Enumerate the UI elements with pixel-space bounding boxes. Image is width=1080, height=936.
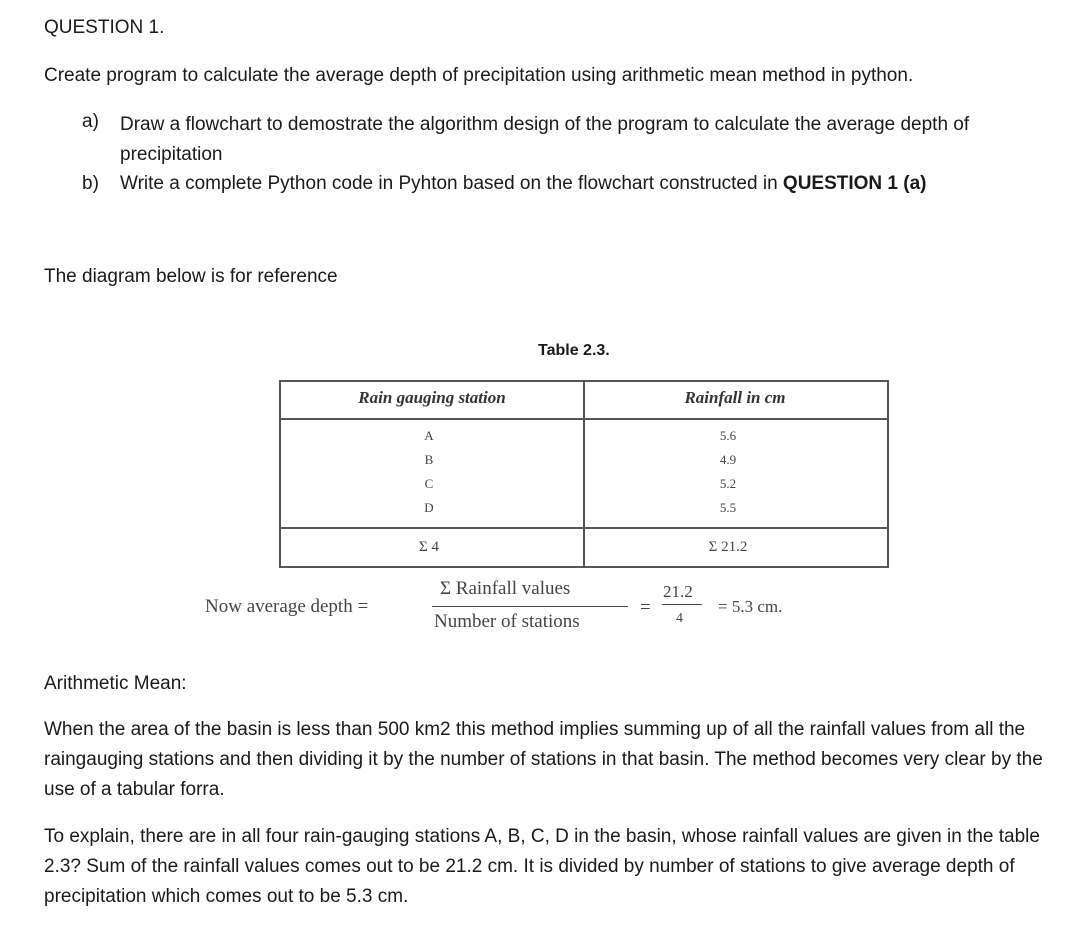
rainfall-column [583, 424, 873, 520]
fraction-bar [662, 604, 702, 605]
formula-equals: = [640, 597, 651, 618]
station-cell: C [424, 476, 434, 491]
question-title: QUESTION 1. [44, 17, 165, 38]
formula-lhs: Now average depth = [205, 596, 369, 617]
paragraph: To explain, there are in all four rain-gauging stations A, B, C, D in the basin, whose rainfall values are given in the table 2.3? Sum of the rainfall values comes out to be 21.2 cm. It is divided by number of stations to give average depth of precipitation which comes out to be 5.3 cm. [44, 826, 1040, 907]
rainfall-table [279, 380, 889, 568]
item-b-text [120, 172, 927, 196]
question-intro: Create program to calculate the average depth of precipitation using arithmetic mean method in python. [44, 65, 914, 86]
sum-rainfall: Σ 21.2 [708, 539, 748, 555]
header-station: Rain gauging station [358, 388, 506, 407]
station-column [281, 424, 577, 520]
formula-numerator-value: 21.2 [663, 582, 693, 601]
reference-note: The diagram below is for reference [44, 266, 338, 287]
item-b-text-plain: Write a complete Python code in Pyhton based on the flowchart constructed in [120, 173, 783, 194]
formula-denominator-value: 4 [676, 611, 683, 626]
header-rainfall: Rainfall in cm [684, 388, 786, 407]
rainfall-cell: 5.5 [719, 500, 737, 515]
formula-numerator: Σ Rainfall values [440, 578, 571, 599]
sum-station: Σ 4 [419, 539, 439, 555]
item-a-marker: a) [82, 111, 99, 132]
table-caption: Table 2.3. [538, 342, 610, 359]
formula-denominator: Number of stations [434, 611, 580, 632]
rainfall-cell: 5.2 [719, 476, 737, 491]
rainfall-cell: 5.6 [719, 428, 737, 443]
paragraph: When the area of the basin is less than 500 km2 this method implies summing up of all the rainfall values from all the raingauging stations and then dividing it by the number of stations in that basin. The method becomes very clear by the use of a tabular forra. [44, 719, 1043, 800]
arithmetic-mean-title: Arithmetic Mean: [44, 673, 187, 694]
station-cell: B [424, 452, 434, 467]
rainfall-cell: 4.9 [719, 452, 737, 467]
formula-result: = 5.3 cm. [718, 597, 783, 616]
item-b-text-bold: QUESTION 1 (a) [782, 173, 927, 194]
station-cell: A [424, 428, 434, 443]
station-cell: D [424, 500, 434, 515]
fraction-bar [432, 606, 628, 607]
item-a-text: Draw a flowchart to demostrate the algorithm design of the program to calculate the average depth of precipitation [120, 114, 970, 165]
item-b-marker: b) [82, 173, 99, 194]
